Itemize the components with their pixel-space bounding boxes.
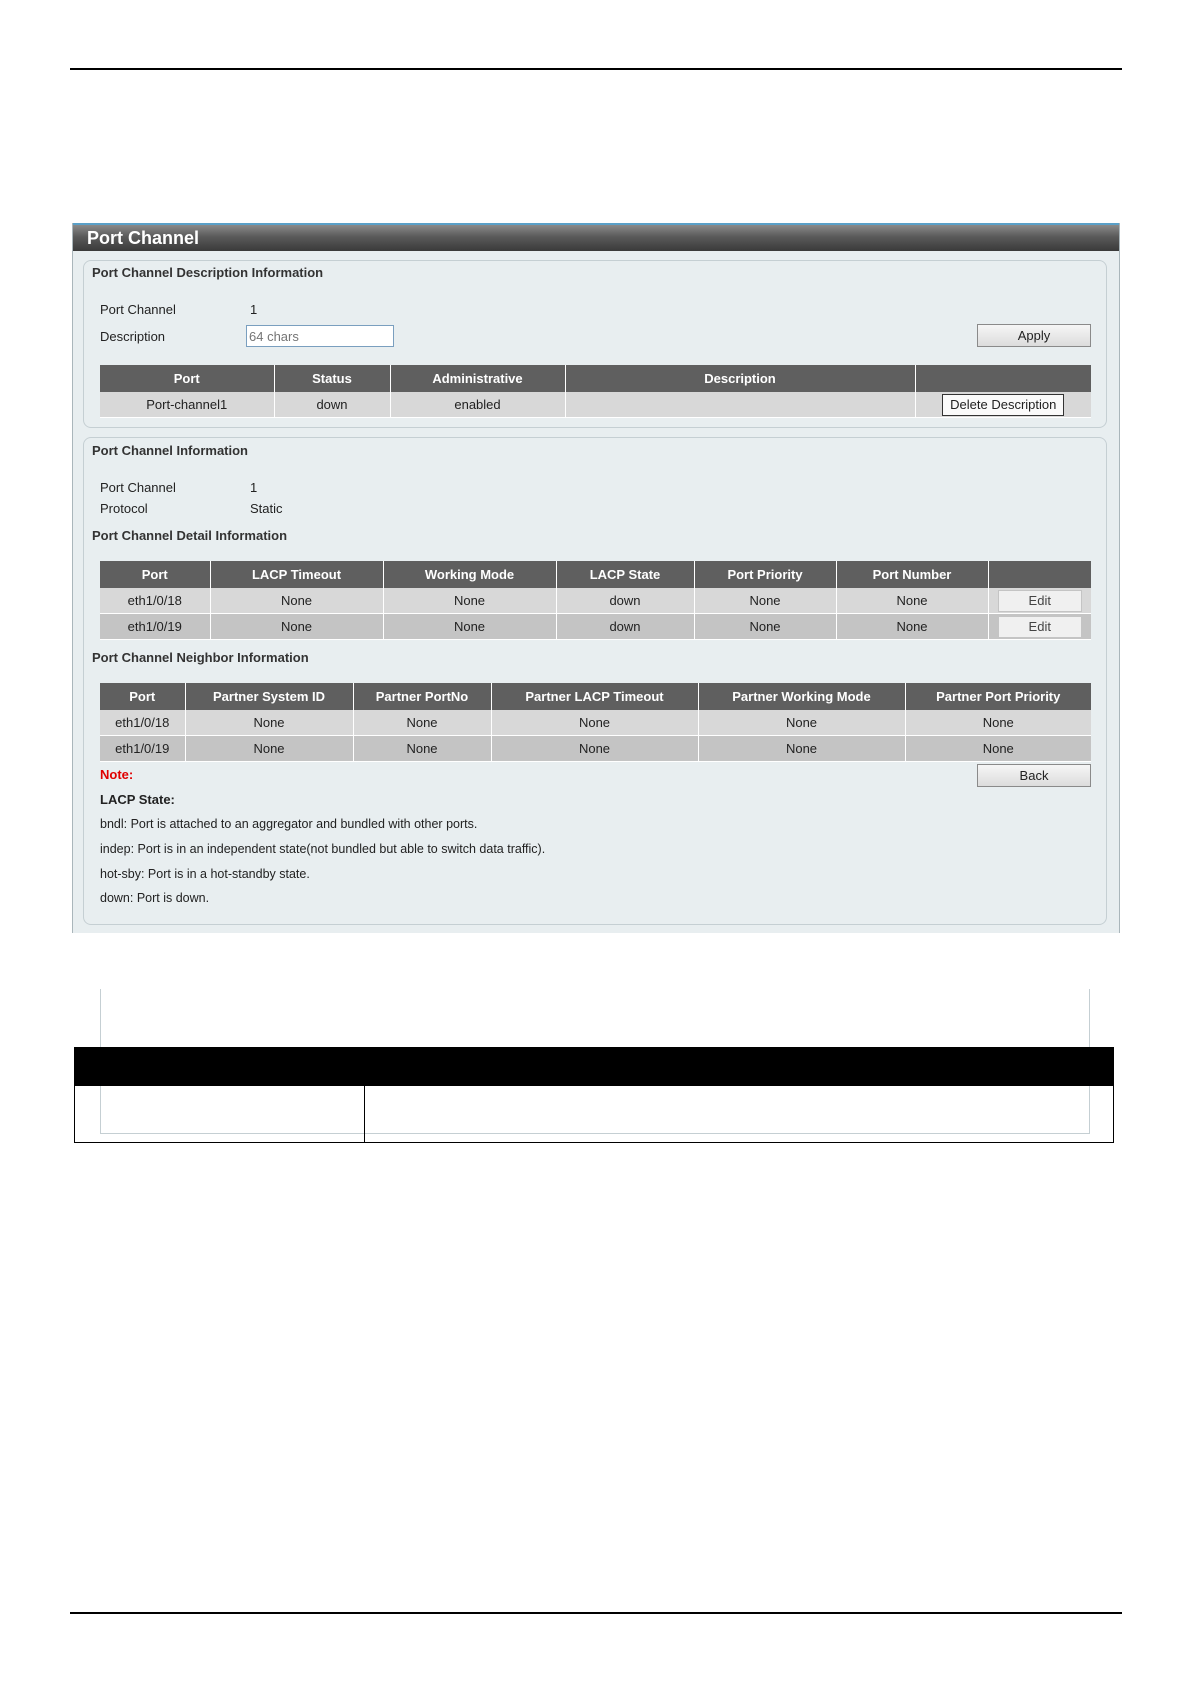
note-line-bndl: bndl: Port is attached to an aggregator and bundled with other ports.	[100, 817, 478, 831]
protocol-value: Static	[250, 501, 283, 516]
cell-partner-port-priority: None	[905, 736, 1091, 762]
cell-port: eth1/0/19	[100, 614, 210, 640]
note-line-indep: indep: Port is in an independent state(not bundled but able to switch data traffic).	[100, 842, 546, 856]
neighbor-info-title: Port Channel Neighbor Information	[92, 650, 309, 665]
cell-port: eth1/0/19	[100, 736, 185, 762]
description-info-section	[83, 260, 1107, 428]
cell-partner-working-mode: None	[698, 736, 905, 762]
cell-partner-port-no: None	[353, 736, 491, 762]
delete-description-button[interactable]: Delete Description	[942, 394, 1064, 416]
table-row	[100, 736, 1091, 762]
column-divider	[364, 1086, 365, 1142]
cell-lacp-timeout: None	[210, 614, 383, 640]
note-label: Note:	[100, 767, 134, 782]
cell-action	[915, 392, 1091, 418]
port-channel-value: 1	[250, 302, 258, 317]
cell-partner-port-no: None	[353, 710, 491, 736]
cell-port: Port-channel1	[100, 392, 274, 418]
bottom-page-rule	[70, 1612, 1122, 1614]
column-header: LACP State	[556, 561, 694, 588]
table-header-bar	[75, 1048, 1113, 1086]
column-header: Port	[100, 365, 274, 392]
column-header: LACP Timeout	[210, 561, 383, 588]
column-header: Partner Port Priority	[905, 683, 1091, 710]
table-row	[100, 710, 1091, 736]
cell-working-mode: None	[383, 614, 556, 640]
lacp-state-heading: LACP State:	[100, 792, 175, 807]
cell-status: down	[274, 392, 390, 418]
column-header: Partner PortNo	[353, 683, 491, 710]
cell-administrative: enabled	[390, 392, 565, 418]
protocol-label: Protocol	[100, 501, 148, 516]
column-header: Port Number	[836, 561, 988, 588]
cell-port-number: None	[836, 614, 988, 640]
table-row	[100, 392, 1091, 418]
cell-partner-port-priority: None	[905, 710, 1091, 736]
column-header: Description	[565, 365, 915, 392]
column-header	[915, 365, 1091, 392]
table-row	[100, 588, 1091, 614]
detail-table	[100, 561, 1091, 640]
table-header-row	[100, 683, 1091, 710]
cell-port: eth1/0/18	[100, 588, 210, 614]
cell-port-priority: None	[694, 614, 836, 640]
apply-button[interactable]: Apply	[977, 324, 1091, 347]
column-header: Port	[100, 683, 185, 710]
table-header-row	[100, 365, 1091, 392]
description-label: Description	[100, 329, 166, 344]
port-channel-info-section	[83, 437, 1107, 925]
cell-port-priority: None	[694, 588, 836, 614]
note-line-down: down: Port is down.	[100, 891, 210, 905]
section-legend-info: Port Channel Information	[92, 443, 248, 458]
section-legend-description: Port Channel Description Information	[92, 265, 324, 280]
cell-port: eth1/0/18	[100, 710, 185, 736]
panel-title: Port Channel	[73, 223, 1119, 251]
column-header: Partner Working Mode	[698, 683, 905, 710]
cell-port-number: None	[836, 588, 988, 614]
cell-partner-lacp-timeout: None	[491, 736, 698, 762]
column-header: Partner System ID	[185, 683, 353, 710]
edit-button[interactable]: Edit	[998, 590, 1082, 612]
column-header: Partner LACP Timeout	[491, 683, 698, 710]
cell-working-mode: None	[383, 588, 556, 614]
description-table	[100, 365, 1091, 418]
cell-partner-lacp-timeout: None	[491, 710, 698, 736]
description-input[interactable]	[246, 325, 394, 347]
detail-info-title: Port Channel Detail Information	[92, 528, 288, 543]
table-header-row	[100, 561, 1091, 588]
column-header: Port	[100, 561, 210, 588]
cell-partner-system-id: None	[185, 710, 353, 736]
cell-lacp-timeout: None	[210, 588, 383, 614]
cell-description	[565, 392, 915, 418]
column-header: Port Priority	[694, 561, 836, 588]
column-header: Administrative	[390, 365, 565, 392]
table-row	[100, 614, 1091, 640]
column-header	[988, 561, 1091, 588]
column-header: Working Mode	[383, 561, 556, 588]
cell-lacp-state: down	[556, 588, 694, 614]
port-channel-label: Port Channel	[100, 480, 176, 495]
port-channel-panel	[72, 223, 1120, 933]
cell-lacp-state: down	[556, 614, 694, 640]
cell-partner-working-mode: None	[698, 710, 905, 736]
parameter-description-table	[74, 1047, 1114, 1143]
cell-action	[988, 588, 1091, 614]
port-channel-value: 1	[250, 480, 258, 495]
top-page-rule	[70, 68, 1122, 70]
note-line-hot-sby: hot-sby: Port is in a hot-standby state.	[100, 867, 310, 881]
cell-action	[988, 614, 1091, 640]
neighbor-table	[100, 683, 1091, 762]
cell-partner-system-id: None	[185, 736, 353, 762]
back-button[interactable]: Back	[977, 764, 1091, 787]
column-header: Status	[274, 365, 390, 392]
edit-button[interactable]: Edit	[998, 616, 1082, 638]
port-channel-label: Port Channel	[100, 302, 176, 317]
